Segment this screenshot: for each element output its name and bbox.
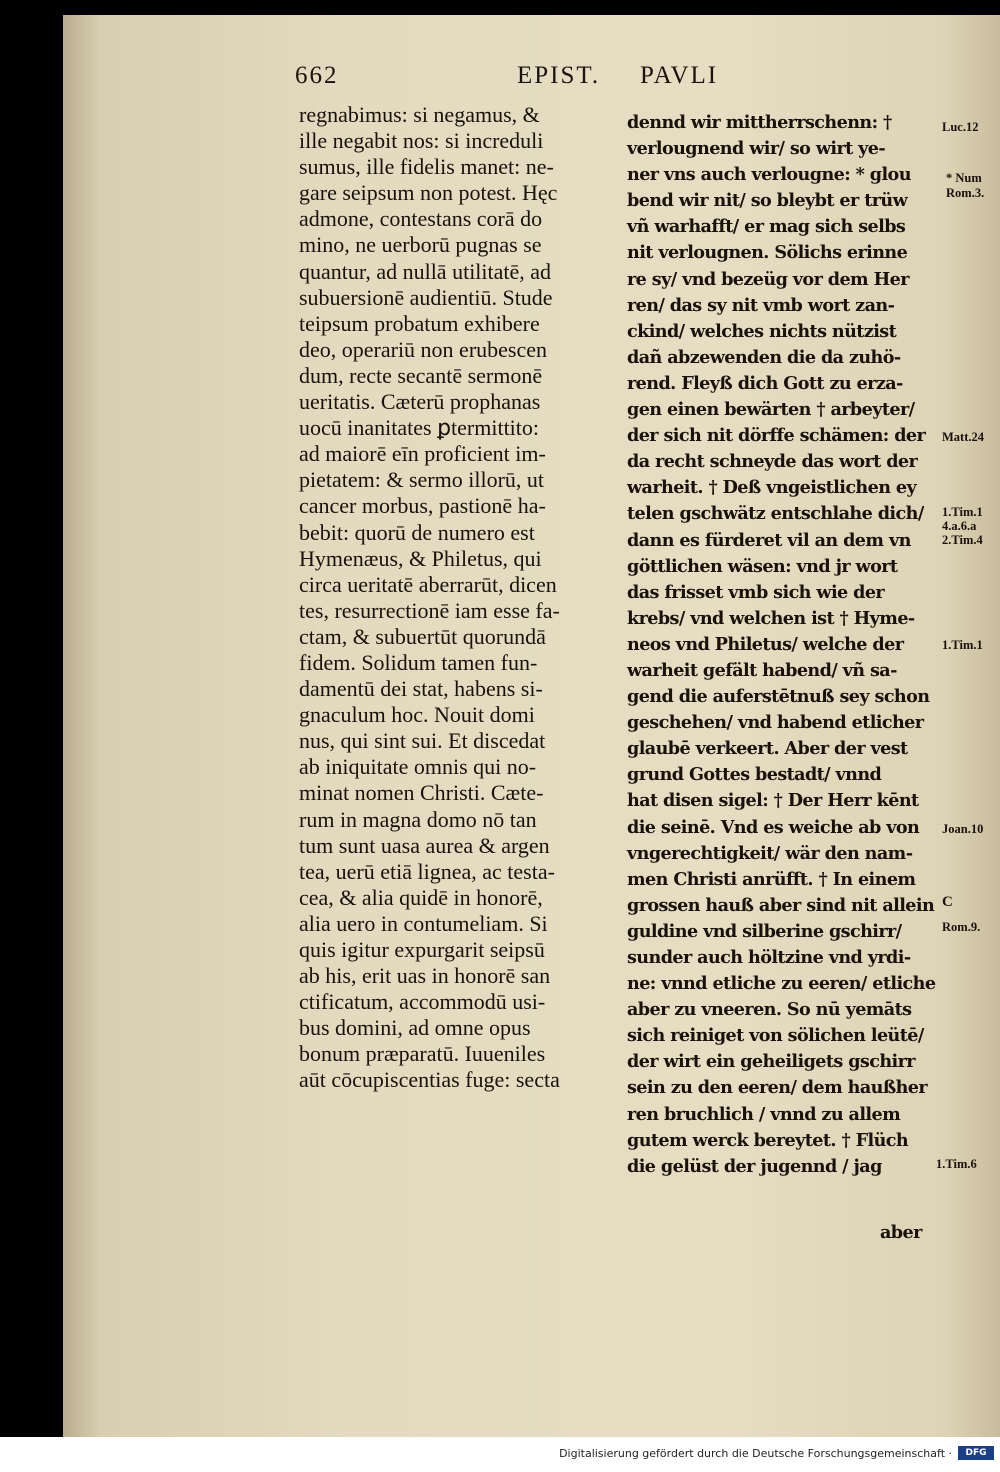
german-line: geschehen/ vnd habend etlicher bbox=[627, 712, 924, 734]
margin-note-joan: Joan.10 bbox=[942, 822, 984, 836]
german-line: ren/ das sy nit vmb wort zan- bbox=[627, 294, 895, 316]
german-line: das frisset vmb sich wie der bbox=[627, 581, 885, 603]
german-line: die seinē. Vnd es weiche ab von bbox=[627, 816, 920, 838]
running-title-right: PAVLI bbox=[640, 62, 719, 89]
german-line: ne: vnnd etliche zu eeren/ etliche bbox=[627, 973, 936, 995]
german-line: ner vns auch verlougne: * glou bbox=[627, 164, 911, 186]
margin-note-matt: Matt.24 bbox=[942, 430, 984, 444]
german-line: gen einen bewärten † arbeyter/ bbox=[627, 399, 915, 421]
latin-line: admone, contestans corā do bbox=[299, 206, 543, 232]
margin-note-num-line-1: * Num bbox=[946, 171, 982, 185]
german-line: dañ abzewenden die da zuhö- bbox=[627, 346, 901, 368]
latin-line: cea, & alia quidē in honorē, bbox=[299, 884, 543, 910]
latin-line: minat nomen Christi. Cæte- bbox=[299, 780, 544, 806]
german-line: re sy/ vnd bezeüg vor dem Her bbox=[627, 268, 909, 290]
latin-line: ille negabit nos: si increduli bbox=[299, 128, 544, 154]
margin-note-rom: Rom.9. bbox=[942, 920, 981, 934]
german-line: sein zu den eeren/ dem haußher bbox=[627, 1077, 928, 1099]
latin-line: gnaculum hoc. Nouit domi bbox=[299, 702, 535, 728]
footer-bar bbox=[0, 1437, 1000, 1472]
latin-line: tea, uerū etiā lignea, ac testa- bbox=[299, 858, 555, 884]
latin-line: ctificatum, accommodū usi- bbox=[299, 989, 546, 1015]
german-line: vñ warhafft/ er mag sich selbs bbox=[627, 216, 906, 238]
latin-line: ab iniquitate omnis qui no- bbox=[299, 754, 537, 780]
latin-line: ctam, & subuertūt quorundā bbox=[299, 623, 546, 649]
margin-note-num bbox=[946, 171, 984, 201]
german-line: rend. Fleyß dich Gott zu erza- bbox=[627, 372, 903, 394]
latin-line: tes, resurrectionē iam esse fa- bbox=[299, 597, 560, 623]
latin-line: ab his, erit uas in honorē san bbox=[299, 963, 551, 989]
running-header bbox=[295, 62, 755, 96]
latin-line: rum in magna domo nō tan bbox=[299, 806, 537, 832]
margin-note-tim-line-2: 4.a.6.a bbox=[942, 519, 977, 533]
latin-line: fidem. Solidum tamen fun- bbox=[299, 649, 538, 675]
german-line: sunder auch höltzine vnd yrdi- bbox=[627, 947, 911, 968]
german-line: warheit. † Deß vngeistlichen ey bbox=[627, 477, 917, 499]
latin-line: circa ueritatē aberrarūt, dicen bbox=[299, 571, 557, 597]
latin-line: damentū dei stat, habens si- bbox=[299, 676, 543, 702]
german-line: hat disen sigel: † Der Herr kēnt bbox=[627, 790, 919, 812]
german-line: warheit gefält habend/ vñ sa- bbox=[627, 659, 897, 681]
catchword: aber bbox=[880, 1222, 922, 1243]
latin-line: nus, qui sint sui. Et discedat bbox=[299, 728, 546, 754]
latin-line: sumus, ille fidelis manet: ne- bbox=[299, 154, 554, 180]
margin-note-luc: Luc.12 bbox=[942, 120, 979, 134]
german-line: die gelüst der jugennd / jag bbox=[627, 1155, 882, 1177]
german-line: nit verlougnen. Sölichs erinne bbox=[627, 242, 908, 264]
german-line: ckind/ welches nichts nützist bbox=[627, 320, 897, 342]
latin-line: uocū inanitates ꝑtermittito: bbox=[299, 415, 540, 441]
german-line: grund Gottes bestadt/ vnnd bbox=[627, 764, 882, 786]
margin-note-tim-2: 1.Tim.1 bbox=[942, 638, 983, 652]
latin-line: subuersionē audientiū. Stude bbox=[299, 284, 553, 310]
latin-line: quis igitur expurgarit seipsū bbox=[299, 937, 545, 962]
latin-line: bebit: quorū de numero est bbox=[299, 519, 535, 545]
german-line: glaubē verkeert. Aber der vest bbox=[627, 738, 908, 760]
german-line: der wirt ein geheiligets gschirr bbox=[627, 1051, 915, 1073]
latin-line: alia uero in contumeliam. Si bbox=[299, 910, 548, 936]
margin-note-c: C bbox=[942, 894, 953, 910]
german-line: bend wir nit/ so bleybt er trüw bbox=[627, 190, 908, 212]
margin-note-tim-line-3: 2.Tim.4 bbox=[942, 533, 983, 547]
german-line: verlougnend wir/ so wirt ye- bbox=[627, 138, 886, 160]
german-line: vngerechtigkeit/ wär den nam- bbox=[627, 842, 913, 864]
margin-note-tim-group bbox=[942, 505, 983, 547]
german-line: telen gschwätz entschlahe dich/ bbox=[627, 503, 924, 525]
german-line: men Christi anrüfft. † In einem bbox=[627, 868, 916, 890]
latin-line: tum sunt uasa aurea & argen bbox=[299, 832, 550, 858]
margin-note-num-line-2: Rom.3. bbox=[946, 186, 985, 200]
latin-line: deo, operariū non erubescen bbox=[299, 336, 548, 362]
german-line: dennd wir mittherrschenn: † bbox=[627, 112, 892, 133]
page-number: 662 bbox=[295, 62, 339, 89]
german-line: göttlichen wäsen: vnd jr wort bbox=[627, 555, 898, 577]
german-line: krebs/ vnd welchen ist † Hyme- bbox=[627, 607, 915, 629]
german-line: grossen hauß aber sind nit allein bbox=[627, 894, 935, 916]
german-line: neos vnd Philetus/ welche der bbox=[627, 633, 904, 655]
margin-note-tim-3: 1.Tim.6 bbox=[936, 1157, 977, 1171]
latin-line: bus domini, ad omne opus bbox=[299, 1015, 531, 1041]
latin-line: gare seipsum non potest. Hęc bbox=[299, 180, 558, 206]
dfg-logo: DFG bbox=[958, 1446, 994, 1460]
latin-line: cancer morbus, pastionē ha- bbox=[299, 493, 546, 519]
latin-line: bonum præparatū. Iuueniles bbox=[299, 1041, 546, 1067]
footer-credit: Digitalisierung gefördert durch die Deutsche Forschungsgemeinschaft · bbox=[559, 1447, 952, 1460]
latin-line: quantur, ad nullā utilitatē, ad bbox=[299, 258, 552, 284]
latin-line: pietatem: & sermo illorū, ut bbox=[299, 467, 545, 493]
margin-note-tim-line-1: 1.Tim.1 bbox=[942, 505, 983, 519]
latin-line: ad maiorē eīn proficient im- bbox=[299, 441, 546, 467]
german-line: guldine vnd silberine gschirr/ bbox=[627, 920, 902, 942]
german-line: dann es fürderet vil an dem vn bbox=[627, 529, 911, 551]
latin-line: mino, ne uerborū pugnas se bbox=[299, 232, 542, 258]
latin-line: Hymenæus, & Philetus, qui bbox=[299, 545, 542, 571]
german-column bbox=[627, 110, 945, 1180]
german-line: gend die auferstētnuß sey schon bbox=[627, 686, 930, 708]
german-line: gutem werck bereytet. † Flüch bbox=[627, 1129, 909, 1151]
latin-line: dum, recte secantē sermonē bbox=[299, 362, 543, 388]
latin-column bbox=[299, 102, 604, 1094]
running-title-left: EPIST. bbox=[517, 62, 601, 89]
latin-line: regnabimus: si negamus, & bbox=[299, 102, 540, 127]
german-line: sich reiniget von sölichen leütē/ bbox=[627, 1025, 924, 1047]
latin-line: teipsum probatum exhibere bbox=[299, 310, 540, 336]
latin-line: aūt cōcupiscentias fuge: secta bbox=[299, 1067, 560, 1093]
latin-line: ueritatis. Cæterū prophanas bbox=[299, 389, 541, 415]
german-line: der sich nit dörffe schämen: der bbox=[627, 425, 926, 447]
german-line: ren bruchlich / vnnd zu allem bbox=[627, 1103, 901, 1125]
german-line: da recht schneyde das wort der bbox=[627, 451, 918, 473]
german-line: aber zu vneeren. So nū yemāts bbox=[627, 999, 912, 1021]
